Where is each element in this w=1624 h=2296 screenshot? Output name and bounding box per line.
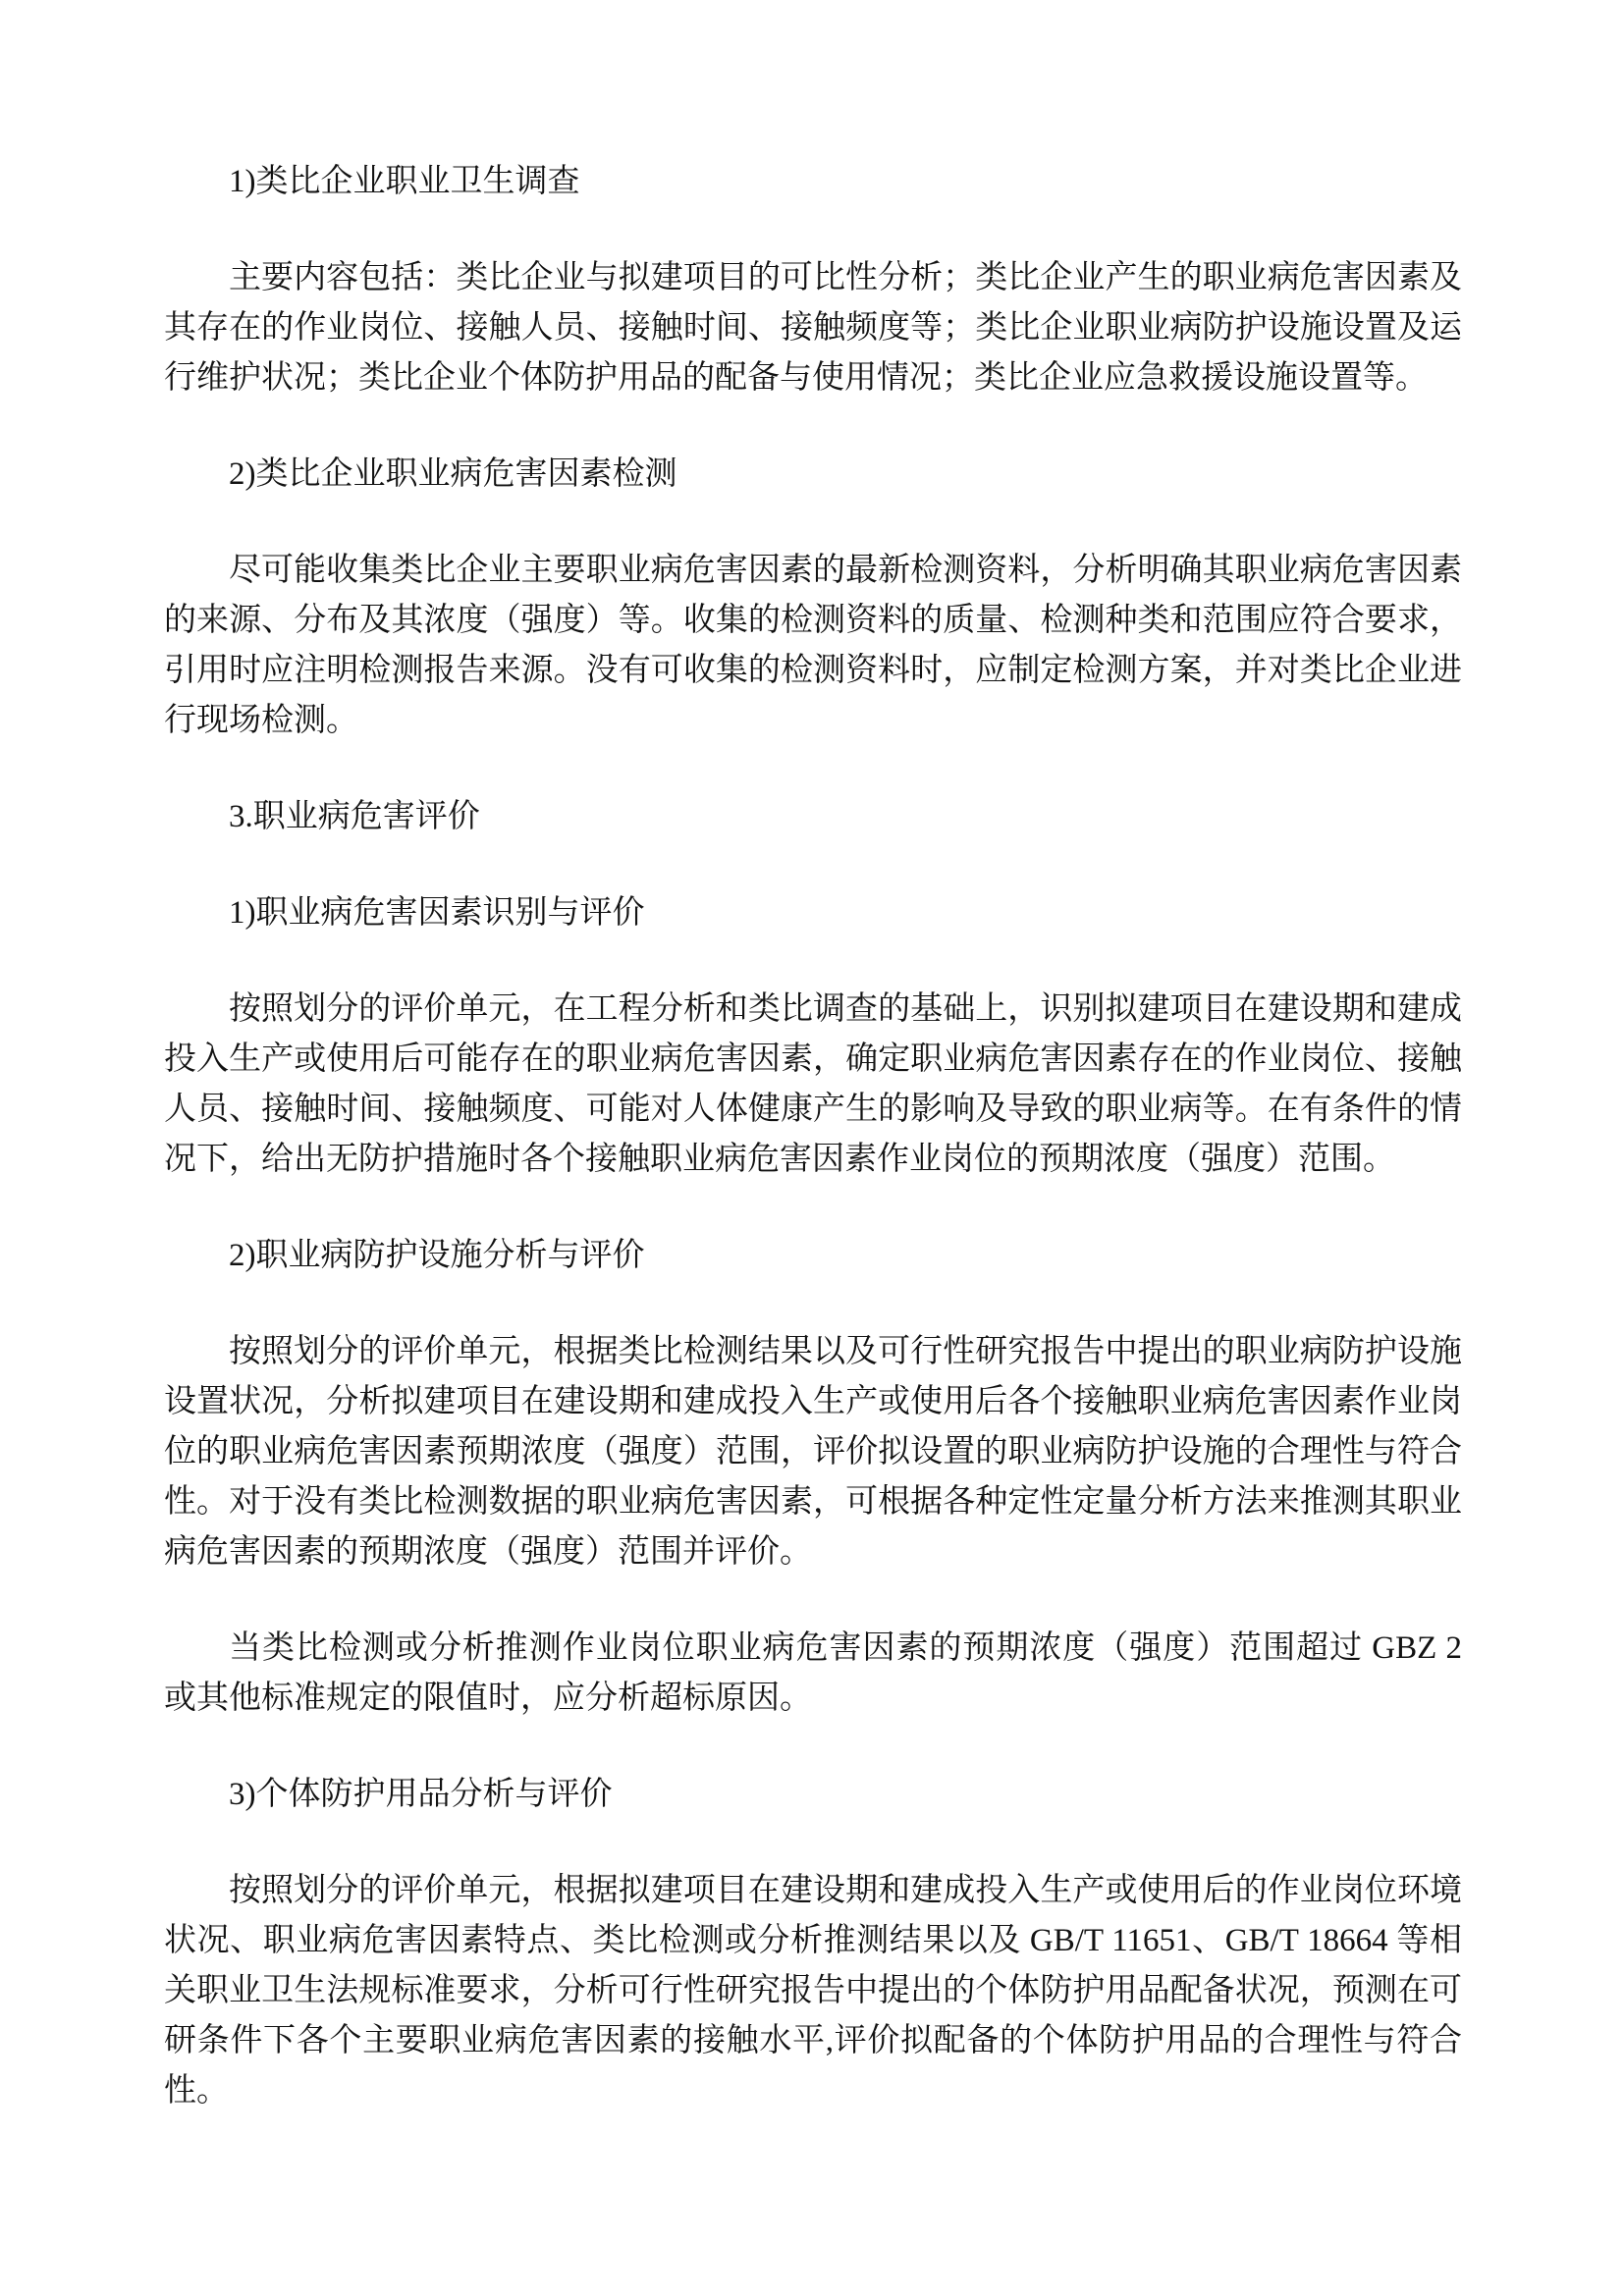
heading-hazard-evaluation: 3.职业病危害评价 (229, 799, 480, 834)
heading-ppe-evaluation: 3)个体防护用品分析与评价 (229, 1777, 613, 1812)
heading-analogy-enterprise-survey: 1)类比企业职业卫生调查 (229, 164, 580, 199)
paragraph-analogy-survey-content: 主要内容包括：类比企业与拟建项目的可比性分析；类比企业产生的职业病危害因素及其存在的作业岗位、接触人员、接触时间、接触频度等；类比企业职业病防护设施设置及运行维护状况；类比企业个体防护用品的配备与使用情况；类比企业应急救援设施设置等。 (164, 260, 1462, 396)
document-body (164, 157, 1462, 2163)
paragraph-protection-facility-content: 按照划分的评价单元，根据类比检测结果以及可行性研究报告中提出的职业病防护设施设置状况，分析拟建项目在建设期和建成投入生产或使用后各个接触职业病危害因素作业岗位的职业病危害因素预期浓度（强度）范围，评价拟设置的职业病防护设施的合理性与符合性。对于没有类比检测数据的职业病危害因素，可根据各种定性定量分析方法来推测其职业病危害因素的预期浓度（强度）范围并评价。 (164, 1334, 1462, 1570)
paragraph-hazard-identification-content: 按照划分的评价单元，在工程分析和类比调查的基础上，识别拟建项目在建设期和建成投入生产或使用后可能存在的职业病危害因素，确定职业病危害因素存在的作业岗位、接触人员、接触时间、接触频度、可能对人体健康产生的影响及导致的职业病等。在有条件的情况下，给出无防护措施时各个接触职业病危害因素作业岗位的预期浓度（强度）范围。 (164, 991, 1462, 1177)
heading-hazard-identification-evaluation: 1)职业病危害因素识别与评价 (229, 895, 645, 931)
paragraph-analogy-detection-content: 尽可能收集类比企业主要职业病危害因素的最新检测资料，分析明确其职业病危害因素的来源、分布及其浓度（强度）等。收集的检测资料的质量、检测种类和范围应符合要求，引用时应注明检测报告来源。没有可收集的检测资料时，应制定检测方案，并对类比企业进行现场检测。 (164, 553, 1462, 738)
paragraph-ppe-evaluation-content: 按照划分的评价单元，根据拟建项目在建设期和建成投入生产或使用后的作业岗位环境状况、职业病危害因素特点、类比检测或分析推测结果以及 GB/T 11651、GB/T 18664 等相关职业卫生法规标准要求，分析可行性研究报告中提出的个体防护用品配备状况，预测在可研条件下各个主要职业病危害因素的接触水平,评价拟配备的个体防护用品的合理性与符合性。 (164, 1873, 1462, 2109)
heading-analogy-hazard-detection: 2)类比企业职业病危害因素检测 (229, 456, 677, 492)
heading-protection-facility-evaluation: 2)职业病防护设施分析与评价 (229, 1238, 645, 1273)
paragraph-exceed-limit-analysis: 当类比检测或分析推测作业岗位职业病危害因素的预期浓度（强度）范围超过 GBZ 2 或其他标准规定的限值时，应分析超标原因。 (164, 1630, 1462, 1716)
